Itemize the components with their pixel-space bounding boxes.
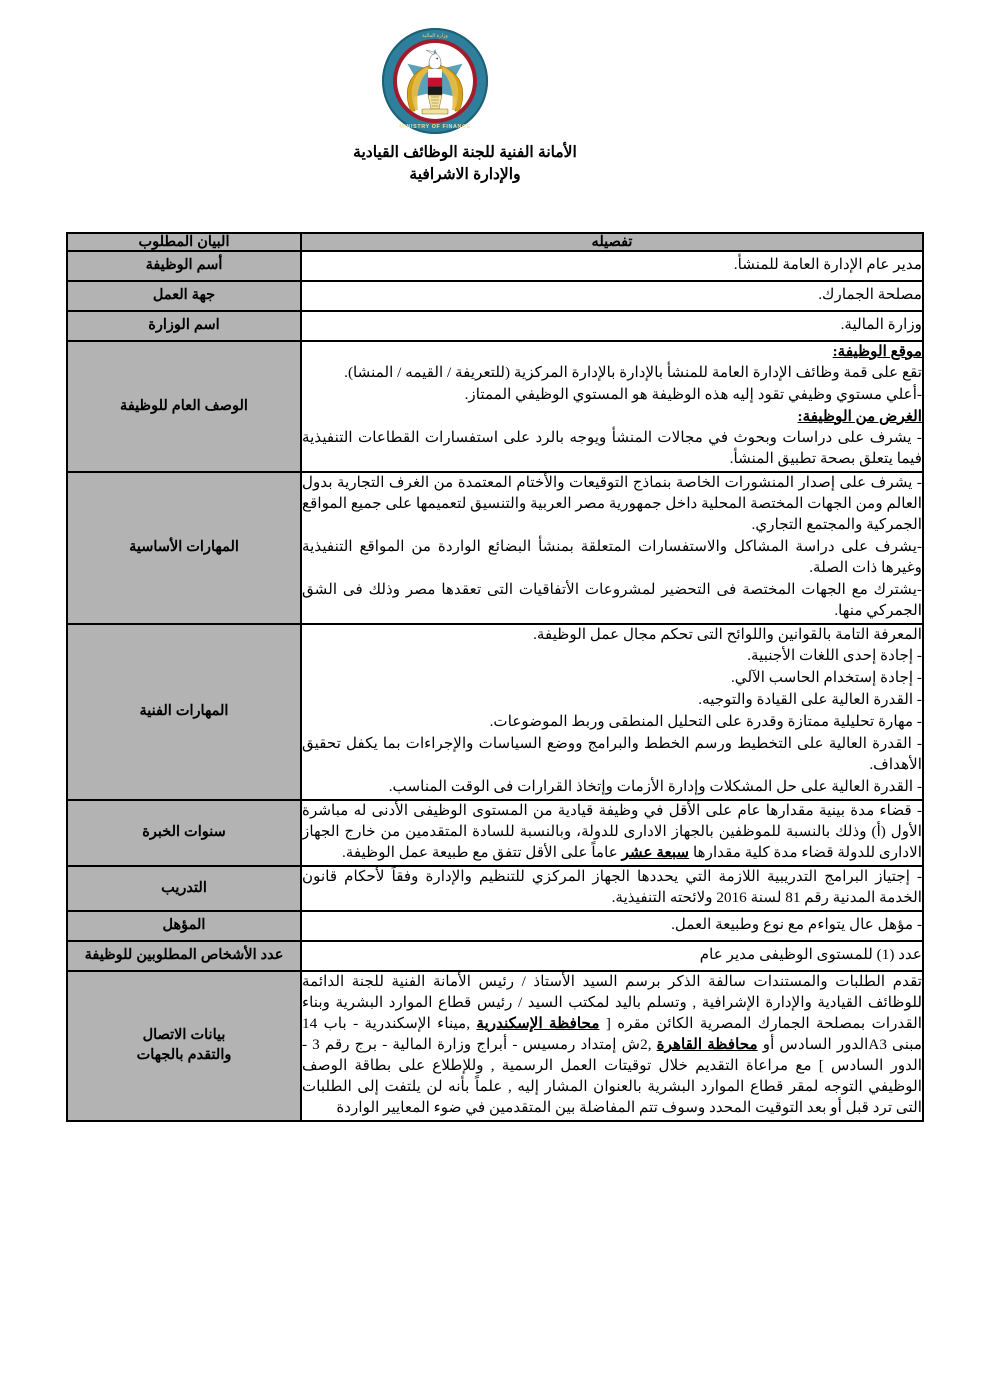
paragraph: - إجادة إحدى اللغات الأجنبية. [747, 647, 922, 665]
table-row [67, 472, 923, 624]
paragraph: تقدم الطلبات والمستندات سالفة الذكر برسم السيد الأستاذ / رئيس الأمانة الفنية للجنة الدائمة للوظائف القيادية والإدارة الإشرافية , وتسلم باليد لمكتب السيد / رئيس قطاع الموارد البشرية وبناء القدرات بمصلحة الجمارك المصرية الكائن مقره [ محافظة الإسكندرية ,ميناء الإسكندرية - باب 14 مبنى A3الدور السادس أو محافظة القاهرة ,2ش إمتداد رمسيس - أبراج وزارة المالية - برج رقم 3 - الدور السادس ] مع مراعاة التقديم خلال توقيتات العمل الرسمية , وللإطلاع على بطاقة الوصف الوظيفي التوجه لمقر قطاع الموارد البشرية بالعنوان المشار إليه , علماً بأنه لن يلتفت إلى الطلبات التى ترد قبل أو بعد التوقيت المحدد وسوف تتم المفاضلة بين المتقدمين في ضوء المعايير الواردة [302, 973, 922, 1116]
emphasised-term: سبعة عشر [621, 844, 690, 862]
row-label-5: المهارات الفنية [67, 624, 301, 801]
table-row [67, 941, 923, 971]
table-row [67, 800, 923, 866]
row-detail-8: - مؤهل عال يتواءم مع نوع وطبيعة العمل. [301, 911, 923, 941]
table-row [67, 971, 923, 1121]
row-detail-10 [301, 971, 923, 1121]
column-header-label: البيان المطلوب [67, 233, 301, 251]
ministry-of-finance-logo [382, 28, 488, 134]
row-label-10 [67, 971, 301, 1121]
paragraph: - إجتياز البرامج التدريبية اللازمة التي يحددها الجهاز المركزي للتنظيم والإدارة وفقاً لأحكام قانون الخدمة المدنية رقم 81 لسنة 2016 ولائحته التنفيذية. [302, 868, 922, 907]
document-header [0, 28, 990, 187]
row-detail-7 [301, 866, 923, 911]
table-row [67, 866, 923, 911]
header-title-line-2: والإدارة الاشرافية [409, 166, 521, 184]
row-detail-1: مصلحة الجمارك. [301, 281, 923, 311]
row-label-line-2: والتقدم بالجهات [136, 1046, 232, 1063]
row-label-7: التدريب [67, 866, 301, 911]
row-label-2: اسم الوزارة [67, 311, 301, 341]
paragraph: -أعلي مستوي وظيفي تقود إليه هذه الوظيفة هو المستوي الوظيفي الممتاز. [464, 385, 922, 403]
logo-english-text: MINISTRY OF FINANCE [399, 124, 471, 130]
paragraph: - قضاء مدة بينية مقدارها عام على الأقل في وظيفة قيادية من المستوى الوظيفى الأدنى له مباشرة الأول (أ) وذلك بالنسبة للموظفين بالجهاز الادارى للدولة، وبالنسبة للسادة المتقدمين من خارج الجهاز الادارى للدولة قضاء مدة كلية مقدارها سبعة عشر عاماً على الأقل تتفق مع طبيعة عمل الوظيفة. [302, 802, 922, 862]
row-detail-9: عدد (1) للمستوى الوظيفى مدير عام [301, 941, 923, 971]
header-title [353, 142, 577, 187]
header-title-line-1: الأمانة الفنية للجنة الوظائف القيادية [353, 144, 577, 161]
emphasised-location: محافظة الإسكندرية [476, 1014, 600, 1032]
column-header-detail: تفصيله [301, 233, 923, 251]
row-detail-0: مدير عام الإدارة العامة للمنشأ. [301, 251, 923, 281]
row-label-line-1: بيانات الاتصال [142, 1027, 226, 1044]
job-description-table-wrapper [66, 232, 924, 1122]
paragraph: - إجادة إستخدام الحاسب الآلي. [730, 669, 922, 687]
eagle-of-saladin-icon [382, 28, 488, 134]
row-detail-5 [301, 624, 923, 801]
table-row [67, 311, 923, 341]
row-label-1: جهة العمل [67, 281, 301, 311]
row-detail-4 [301, 472, 923, 624]
paragraph: المعرفة التامة بالقوانين واللوائح التى تحكم مجال عمل الوظيفة. [533, 625, 922, 643]
row-detail-3 [301, 341, 923, 472]
paragraph: - القدرة العالية على حل المشكلات وإدارة الأزمات وإتخاذ القرارات فى الوقت المناسب. [388, 778, 922, 796]
table-header-row [67, 233, 923, 251]
row-detail-2: وزارة المالية. [301, 311, 923, 341]
subheading: موقع الوظيفة: [832, 342, 922, 360]
table-row [67, 281, 923, 311]
table-row [67, 251, 923, 281]
paragraph: - مهارة تحليلية ممتازة وقدرة على التحليل المنطقى وربط الموضوعات. [489, 713, 922, 731]
paragraph: - القدرة العالية على التخطيط ورسم الخطط والبرامج ووضع السياسات والإجراءات بما يكفل تحقيق الأهداف. [302, 735, 922, 774]
row-label-6: سنوات الخبرة [67, 800, 301, 866]
paragraph: -يشترك مع الجهات المختصة فى التحضير لمشروعات الأتفاقيات التى تعقدها مصر وذلك فى الشق الجمركي منها. [302, 580, 922, 619]
table-row [67, 624, 923, 801]
job-description-table [66, 232, 924, 1122]
row-label-0: أسم الوظيفة [67, 251, 301, 281]
row-label-8: المؤهل [67, 911, 301, 941]
paragraph: - القدرة العالية على القيادة والتوجيه. [698, 691, 922, 709]
paragraph: - يشرف على إصدار المنشورات الخاصة بنماذج التوقيعات والأختام المعتمدة من الغرف التجارية بدول العالم ومن الجهات المختصة المحلية داخل جمهورية مصر العربية والتنسيق لتعميمها على جميع المواقع الجمركية والمجتمع التجاري. [302, 473, 922, 533]
subheading: الغرض من الوظيفة: [797, 407, 922, 425]
paragraph: - يشرف على دراسات وبحوث في مجالات المنشأ ويوجه بالرد على استفسارات القطاعات التنفيذية فيما يتعلق بصحة تطبيق المنشأ. [302, 428, 922, 467]
row-label-4: المهارات الأساسية [67, 472, 301, 624]
paragraph: -يشرف على دراسة المشاكل والاستفسارات المتعلقة بمنشأ البضائع الواردة من المواقع التنفيذية وغيرها ذات الصلة. [302, 537, 922, 576]
row-detail-6 [301, 800, 923, 866]
row-label-3: الوصف العام للوظيفة [67, 341, 301, 472]
emphasised-location: محافظة القاهرة [656, 1035, 758, 1053]
paragraph: تقع على قمة وظائف الإدارة العامة للمنشأ بالإدارة بالإدارة المركزية (للتعريفة / القيمه / المنشا). [344, 363, 922, 381]
logo-arabic-text: وزارة المالية [422, 33, 448, 39]
row-label-9: عدد الأشخاص المطلوبين للوظيفة [67, 941, 301, 971]
table-row [67, 341, 923, 472]
table-row [67, 911, 923, 941]
